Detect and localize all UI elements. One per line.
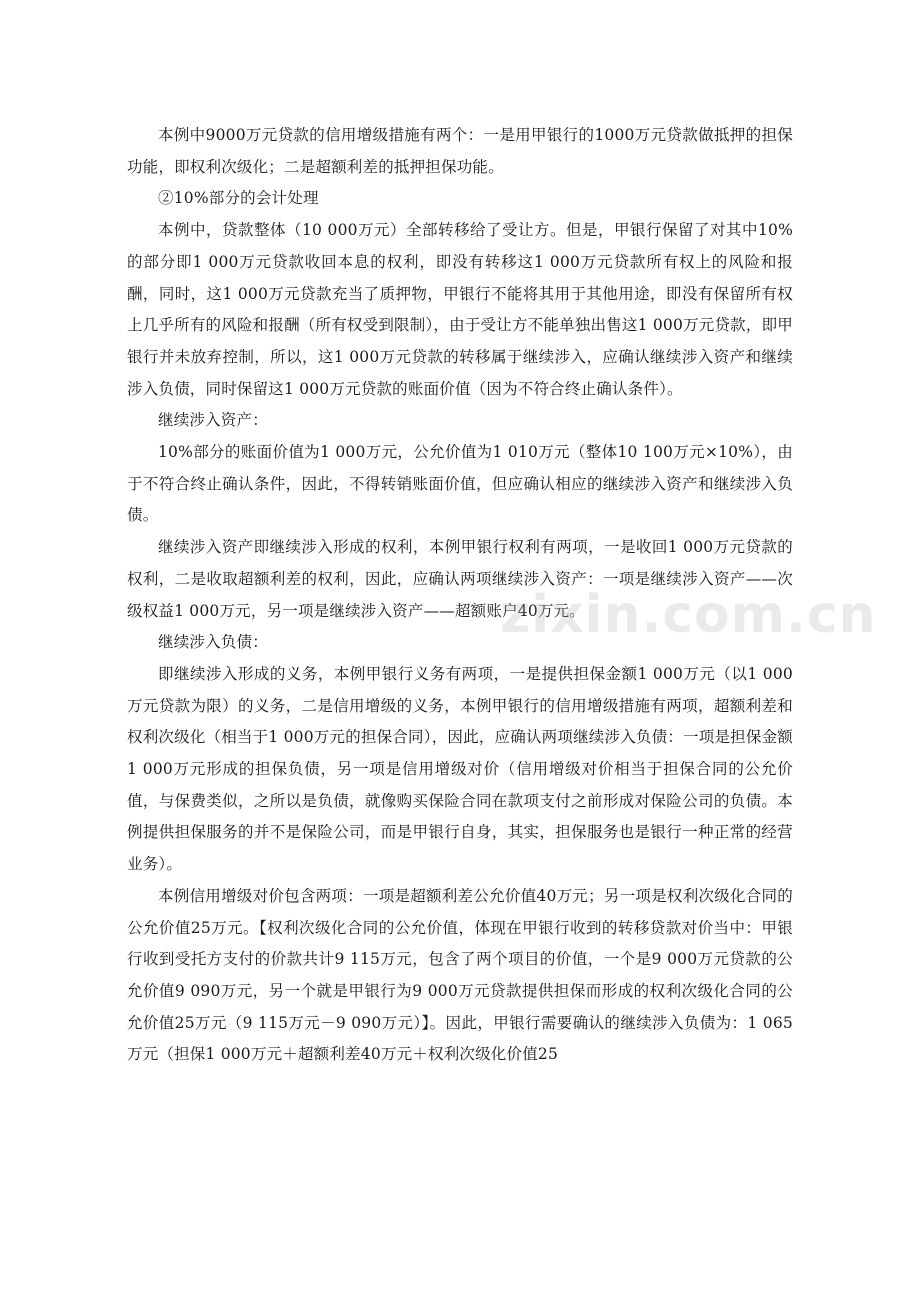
paragraph-heading-10-percent: ②10%部分的会计处理 [158, 189, 319, 208]
document-body [127, 120, 793, 1071]
watermark-logo: zixin.com.cn [500, 585, 877, 645]
paragraph-continuing-asset-rights: 继续涉入资产即继续涉入形成的权利，本例甲银行权利有两项，一是收回1 000万元贷款的权利，二是收取超额利差的权利，因此，应确认两项继续涉入资产：一项是继续涉入资产——次级权益1 000万元，另一项是继续涉入资产——超额账户40万元。 [127, 538, 793, 620]
paragraph-book-value: 10%部分的账面价值为1 000万元，公允价值为1 010万元（整体10 100万元×10%），由于不符合终止确认条件，因此，不得转销账面价值，但应确认相应的继续涉入资产和继续涉入负债。 [127, 443, 793, 525]
paragraph-heading-continuing-asset: 继续涉入资产： [158, 411, 268, 430]
paragraph-credit-enhancement: 本例中9000万元贷款的信用增级措施有两个：一是用甲银行的1000万元贷款做抵押的担保功能，即权利次级化；二是超额利差的抵押担保功能。 [127, 126, 793, 176]
paragraph-loan-transfer: 本例中，贷款整体（10 000万元）全部转移给了受让方。但是，甲银行保留了对其中10%的部分即1 000万元贷款收回本息的权利，即没有转移这1 000万元贷款所有权上的风险和报酬，同时，这1 000万元贷款充当了质押物，甲银行不能将其用于其他用途，即没有保留所有权上几乎所有的风险和报酬（所有权受到限制），由于受让方不能单独出售这1 000万元贷款，即甲银行并未放弃控制，所以，这1 000万元贷款的转移属于继续涉入，应确认继续涉入资产和继续涉入负债，同时保留这1 000万元贷款的账面价值（因为不符合终止确认条件）。 [127, 221, 793, 398]
paragraph-heading-continuing-liability: 继续涉入负债： [158, 633, 268, 652]
paragraph-credit-enhancement-consideration: 本例信用增级对价包含两项：一项是超额利差公允价值40万元；另一项是权利次级化合同的公允价值25万元。【权利次级化合同的公允价值，体现在甲银行收到的转移贷款对价当中：甲银行收到受托方支付的价款共计9 115万元，包含了两个项目的价值，一个是9 000万元贷款的公允价值9 090万元，另一个就是甲银行为9 000万元贷款提供担保而形成的权利次级化合同的公允价值25万元（9 115万元－9 090万元）】。因此，甲银行需要确认的继续涉入负债为：1 065万元（担保1 000万元＋超额利差40万元＋权利次级化价值25 [127, 886, 793, 1064]
paragraph-continuing-liability-obligations: 即继续涉入形成的义务，本例甲银行义务有两项，一是提供担保金额1 000万元（以1 000万元贷款为限）的义务，二是信用增级的义务，本例甲银行的信用增级措施有两项，超额利差和权利次级化（相当于1 000万元的担保合同），因此，应确认两项继续涉入负债：一项是担保金额1 000万元形成的担保负债，另一项是信用增级对价（信用增级对价相当于担保合同的公允价值，与保费类似，之所以是负债，就像购买保险合同在款项支付之前形成对保险公司的负债。本例提供担保服务的并不是保险公司，而是甲银行自身，其实，担保服务也是银行一种正常的经营业务）。 [127, 664, 793, 874]
